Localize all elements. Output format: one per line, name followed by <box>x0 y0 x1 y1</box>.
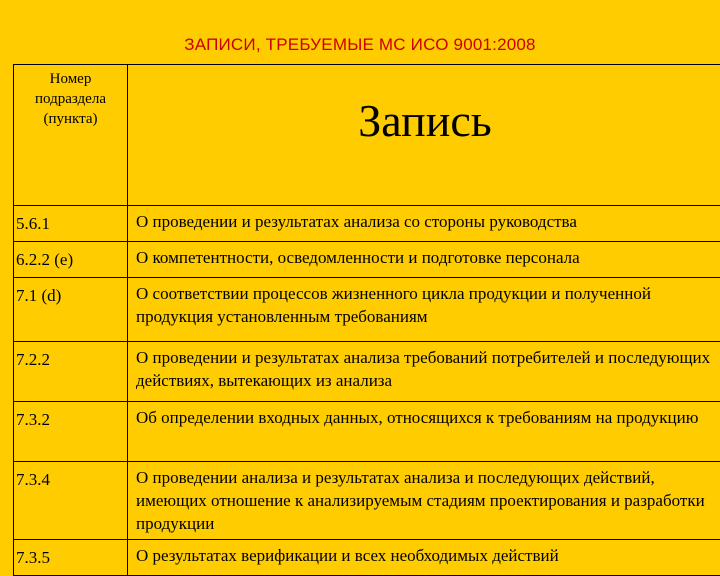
row-number: 7.2.2 <box>14 342 128 402</box>
row-record: О результатах верификации и всех необходимых действий <box>128 540 720 576</box>
row-number: 5.6.1 <box>14 206 128 242</box>
table-row <box>14 242 720 278</box>
row-record: Об определении входных данных, относящихся к требованиям на продукцию <box>128 402 720 462</box>
records-table <box>13 64 720 576</box>
row-record: О проведении анализа и результатах анализа и последующих действий, имеющих отношение к анализируемым стадиям проектирования и разработки продукции <box>128 462 720 540</box>
table-row <box>14 206 720 242</box>
row-number: 7.3.4 <box>14 462 128 540</box>
row-record: О проведении и результатах анализа со стороны руководства <box>128 206 720 242</box>
row-number: 7.3.2 <box>14 402 128 462</box>
row-record: О проведении и результатах анализа требований потребителей и последующих действиях, вытекающих из анализа <box>128 342 720 402</box>
table-row <box>14 402 720 462</box>
header-record-cell: Запись <box>128 65 720 206</box>
row-number: 7.3.5 <box>14 540 128 576</box>
row-number: 6.2.2 (е) <box>14 242 128 278</box>
header-number-line: Номер <box>14 69 127 89</box>
table-row <box>14 342 720 402</box>
row-record: О соответствии процессов жизненного цикла продукции и полученной продукция установленным требованиям <box>128 278 720 342</box>
table-header-row <box>14 65 720 206</box>
header-number-line: (пункта) <box>14 109 127 129</box>
row-record: О компетентности, осведомленности и подготовке персонала <box>128 242 720 278</box>
row-number: 7.1 (d) <box>14 278 128 342</box>
slide-title: ЗАПИСИ, ТРЕБУЕМЫЕ МС ИСО 9001:2008 <box>0 35 720 55</box>
header-number-cell <box>14 65 128 206</box>
table-row <box>14 462 720 540</box>
header-number-line: подраздела <box>14 89 127 109</box>
table-row <box>14 540 720 576</box>
table-row <box>14 278 720 342</box>
